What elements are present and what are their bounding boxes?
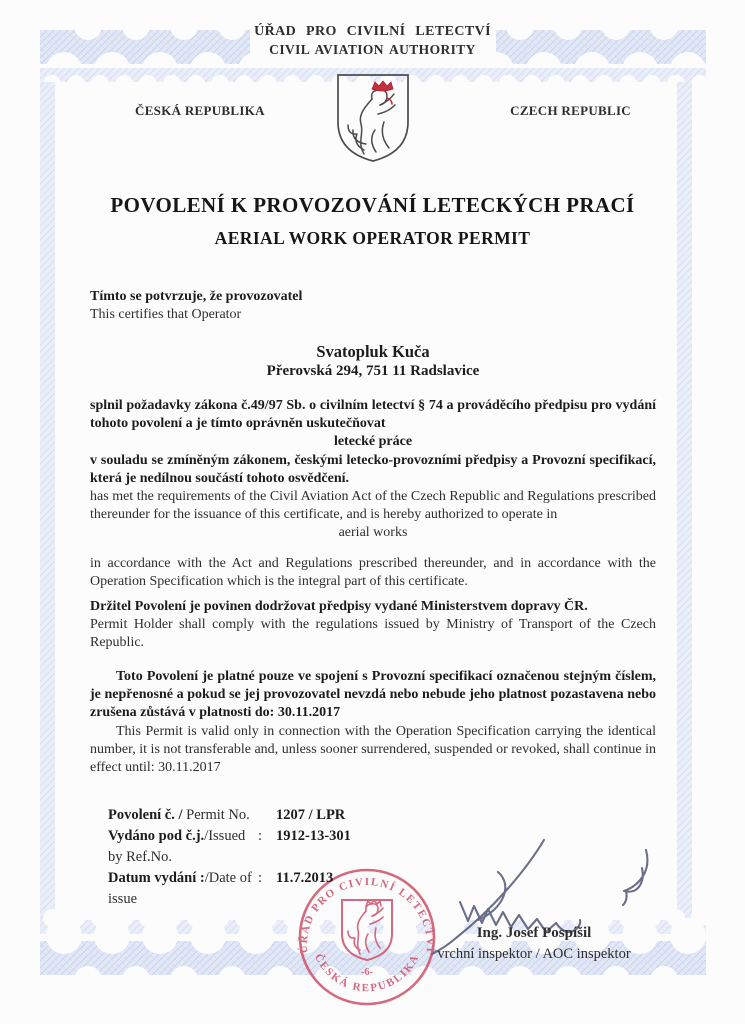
detail-row-issue-date [108,868,538,910]
signatory-name: Ing. Josef Pospíšil [476,925,592,941]
certify-line-en: This certifies that Operator [90,307,242,323]
operator-name: Svatopluk Kuča [316,342,430,361]
para-en-accordance: in accordance with the Act and Regulations prescribed thereunder, and in accordance with the Operation Specification which is the integral part of this certificate. [90,555,656,589]
detail-label: Povolení č. / Permit No. [108,807,250,823]
authority-name-en: CIVIL AVIATION AUTHORITY [269,42,476,58]
permit-title-cs: POVOLENÍ K PROVOZOVÁNÍ LETECKÝCH PRACÍ [110,193,635,217]
para-holder-en: Permit Holder shall comply with the regulations issued by Ministry of Transport of the Czech Republic. [90,617,656,651]
detail-value-ref-no: 1912-13-301 [276,828,351,844]
operator-address: Přerovská 294, 751 11 Radslavice [266,363,480,380]
permit-title-en: AERIAL WORK OPERATOR PERMIT [214,228,531,248]
holder-block [90,598,656,653]
detail-row-ref-no [108,826,538,868]
para-cs-accordance: v souladu se zmíněným zákonem, českými letecko-provozními předpisy a Provozní specifikací, která je nedílnou součástí tohoto osvědčení. [90,452,656,486]
certify-block [90,288,656,324]
detail-colon: : [258,828,263,844]
detail-label: Datum vydání :/Date of issue [108,870,252,907]
signatory-title: vrchní inspektor / AOC inspektor [437,946,631,962]
para-validity-cs: Toto Povolení je platné pouze ve spojení s Provozní specifikací označenou stejným číslem, je nepřenosné a pokud se jej provozovatel nevzdá nebo nebude jeho platnost pozastavena nebo zrušena zůstává v platnosti do: 30.11.2017 [90,669,656,721]
detail-row-permit-no [108,805,538,826]
para-cs-aerial-works: letecké práce [333,434,413,450]
country-row [90,103,655,119]
para-en-aerial-works: aerial works [338,525,408,541]
para-validity-en: This Permit is valid only in connection with the Operation Specification carrying the identical number, it is not transferable and, unless sooner surrendered, suspended or revoked, shall continue in effect until: 30.11.2017 [90,723,656,775]
operator-block [90,341,656,382]
stamp-number: -6- [360,967,374,978]
detail-value-issue-date: 11.7.2013 [276,870,334,886]
authority-header [0,23,745,59]
country-label-cs: ČESKÁ REPUBLIKA [135,103,265,118]
stamp-top-text: ÚŘAD PRO CIVILNÍ LETECTVÍ [297,875,437,955]
para-holder-cs: Držitel Povolení je povinen dodržovat předpisy vydané Ministerstvem dopravy ČR. [90,599,588,614]
certify-line-cs: Tímto se potvrzuje, že provozovatel [90,289,303,304]
validity-block [90,668,656,777]
para-en-requirements: has met the requirements of the Civil Aviation Act of the Czech Republic and Regulations prescribed thereunder for the issuance of this certificate, and is hereby authorized to operate in [90,488,656,523]
detail-value-permit-no: 1207 / LPR [276,807,346,823]
body-block [90,397,656,591]
country-label-en: CZECH REPUBLIC [510,103,631,118]
authority-name-cs: ÚŘAD PRO CIVILNÍ LETECTVÍ [254,24,491,39]
stamp-bottom-text: ČESKÁ REPUBLIKA [312,952,422,995]
detail-colon: : [258,870,263,886]
para-cs-requirements: splnil požadavky zákona č.49/97 Sb. o civilním letectví § 74 a prováděcího předpisu pro vydání tohoto povolení a je tímto oprávněn uskutečňovat [90,398,656,432]
permit-details [108,805,538,910]
detail-colon [258,805,276,826]
detail-label: Vydáno pod č.j./Issued by Ref.No. [108,828,246,865]
